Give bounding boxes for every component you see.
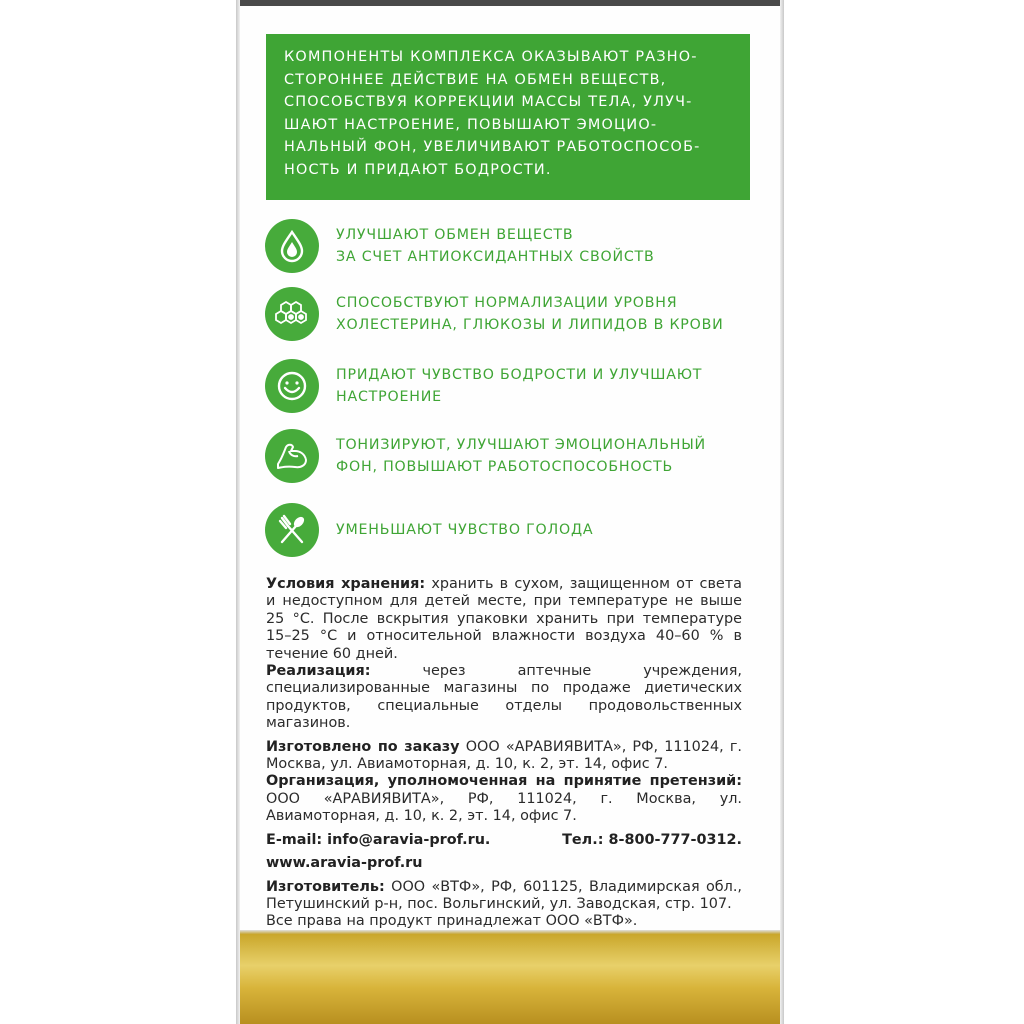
muscle-icon — [265, 429, 319, 483]
fork-spoon-icon — [265, 503, 319, 557]
drop-icon — [265, 219, 319, 273]
package-top-strip — [240, 0, 780, 6]
ordered-text: ООО «АРАВИЯВИТА», РФ, 111024, г. Москва, ул. Авиамоторная, д. 10, к. 2, эт. 14, офис 7. — [266, 738, 742, 773]
smile-icon — [265, 359, 319, 413]
sales-label: Реализация: — [266, 663, 371, 680]
benefit-item-cholesterol — [265, 286, 755, 342]
benefit-text: СПОСОБСТВУЮТ НОРМАЛИЗАЦИИ УРОВНЯ ХОЛЕСТЕРИНА, ГЛЮКОЗЫ И ЛИПИДОВ В КРОВИ — [336, 295, 724, 333]
storage-text: хранить в сухом, защищенном от света и недоступном для детей месте, при температуре не выше 25 °C. После вскрытия упаковки хранить при температуре 15–25 °C и относительной влажности воздуха 40–60 % в течение 60 дней. — [266, 576, 742, 662]
gold-foil-band — [240, 934, 780, 1024]
benefit-item-hunger — [265, 502, 755, 558]
sales-paragraph — [266, 663, 742, 733]
benefit-text: ПРИДАЮТ ЧУВСТВО БОДРОСТИ И УЛУЧШАЮТ НАСТРОЕНИЕ — [336, 367, 703, 405]
claims-label: Организация, уполномоченная на принятие претензий: — [266, 773, 742, 790]
website-text: www.aravia-prof.ru — [266, 855, 423, 872]
info-section — [266, 576, 742, 931]
intro-block — [266, 34, 750, 200]
claims-text: ООО «АРАВИЯВИТА», РФ, 111024, г. Москва, ул. Авиамоторная, д. 10, к. 2, эт. 14, офис 7. — [266, 790, 742, 825]
benefit-item-mood — [265, 358, 755, 414]
benefit-text: ТОНИЗИРУЮТ, УЛУЧШАЮТ ЭМОЦИОНАЛЬНЫЙ ФОН, ПОВЫШАЮТ РАБОТОСПОСОБНОСТЬ — [336, 437, 706, 475]
molecule-icon — [265, 287, 319, 341]
claims-paragraph — [266, 773, 742, 825]
manufacturer-paragraph — [266, 879, 742, 914]
phone-text: Тел.: 8-800-777-0312. — [562, 831, 742, 848]
package-edge-right — [780, 0, 784, 1024]
contact-row — [266, 832, 742, 849]
package-edge-left — [236, 0, 240, 1024]
storage-paragraph — [266, 576, 742, 663]
manufacturer-label: Изготовитель: — [266, 878, 385, 895]
rights-text: Все права на продукт принадлежат ООО «ВТФ». — [266, 913, 638, 930]
email-text: E-mail: info@aravia-prof.ru. — [266, 831, 491, 848]
sales-text: через аптечные учреждения, специализированные магазины по продаже диетических продуктов, специальные отделы продовольственных магазинов. — [266, 663, 742, 732]
benefit-text: УМЕНЬШАЮТ ЧУВСТВО ГОЛОДА — [336, 522, 594, 538]
ordered-paragraph — [266, 739, 742, 774]
benefit-text: УЛУЧШАЮТ ОБМЕН ВЕЩЕСТВ ЗА СЧЕТ АНТИОКСИДАНТНЫХ СВОЙСТВ — [336, 227, 655, 265]
benefit-item-antioxidant — [265, 218, 755, 274]
storage-label: Условия хранения: — [266, 576, 426, 592]
manufacturer-text: ООО «ВТФ», РФ, 601125, Владимирская обл., Петушинский р-н, пос. Вольгинский, ул. Заводская, стр. 107. — [266, 878, 742, 912]
benefit-item-tonic — [265, 428, 755, 484]
ordered-label: Изготовлено по заказу — [266, 738, 460, 755]
intro-text: КОМПОНЕНТЫ КОМПЛЕКСА ОКАЗЫВАЮТ РАЗНО- СТОРОННЕЕ ДЕЙСТВИЕ НА ОБМЕН ВЕЩЕСТВ, СПОСОБСТВУЯ КОРРЕКЦИИ МАССЫ ТЕЛА, УЛУЧ- ШАЮТ НАСТРОЕНИЕ, ПОВЫШАЮТ ЭМОЦИО- НАЛЬНЫЙ ФОН, УВЕЛИЧИВАЮТ РАБОТОСПОСОБ- НОСТЬ И ПРИДАЮТ БОДРОСТИ. — [284, 49, 701, 178]
